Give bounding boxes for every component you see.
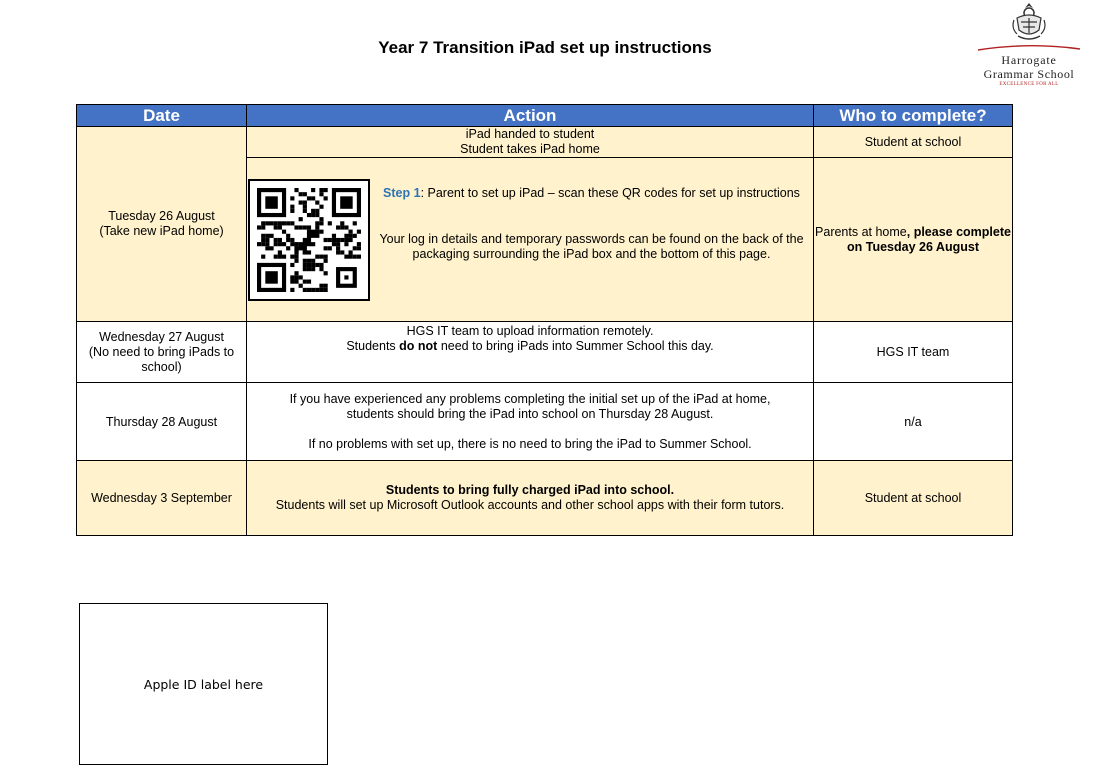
date-cell: [77, 127, 247, 322]
who-cell: [814, 158, 1013, 322]
who-plain: Parents at home: [815, 224, 907, 239]
apple-id-label-box: [79, 603, 328, 765]
instructions-table: [76, 104, 1013, 536]
school-logo: [965, 0, 1093, 92]
login-info-text: Your log in details and temporary passwords can be found on the back of the packaging surrounding the iPad box and the bottom of this page.: [379, 231, 804, 261]
who-bold: , please complete on Tuesday 26 August: [847, 224, 1011, 254]
logo-name-line1: Harrogate: [1001, 53, 1057, 67]
action-cell: [247, 127, 814, 158]
action-cell: [247, 158, 814, 322]
action-text: Students: [346, 339, 400, 353]
date-line: Tuesday 26 August: [108, 209, 215, 223]
logo-tagline: EXCELLENCE FOR ALL: [999, 82, 1059, 87]
header-who: Who to complete?: [814, 105, 1013, 127]
table-row: [77, 383, 1013, 461]
action-text: need to bring iPads into Summer School this day.: [437, 339, 714, 353]
who-cell: HGS IT team: [814, 322, 1013, 383]
who-cell: Student at school: [814, 461, 1013, 536]
logo-name-line2: Grammar School: [983, 67, 1075, 81]
step-label: Step 1: [383, 185, 421, 200]
header-action: Action: [247, 105, 814, 127]
action-cell: [247, 461, 814, 536]
action-cell: [247, 322, 814, 383]
action-bold: do not: [399, 339, 438, 353]
apple-id-label-text: Apple ID label here: [143, 676, 264, 692]
action-line: Students will set up Microsoft Outlook accounts and other school apps with their form tutors.: [275, 498, 785, 512]
action-line: [247, 339, 813, 354]
logo-swoosh-icon: [974, 44, 1084, 52]
date-cell: Wednesday 3 September: [77, 461, 247, 536]
action-line: Student takes iPad home: [460, 142, 600, 156]
table-row: [77, 322, 1013, 383]
date-cell: Thursday 28 August: [77, 383, 247, 461]
date-cell: [77, 322, 247, 383]
date-line: Wednesday 27 August: [99, 329, 224, 344]
action-line: If no problems with set up, there is no need to bring the iPad to Summer School.: [308, 436, 752, 451]
who-cell: n/a: [814, 383, 1013, 461]
step-text: : Parent to set up iPad – scan these QR codes for set up instructions: [420, 185, 800, 200]
table-row: [77, 461, 1013, 536]
page-title: Year 7 Transition iPad set up instructions: [378, 38, 712, 57]
action-cell: [247, 383, 814, 461]
action-line: If you have experienced any problems completing the initial set up of the iPad at home, students should bring the iPad into school on Thursday 28 August.: [289, 391, 771, 421]
date-note: (No need to bring iPads to school): [88, 344, 235, 374]
table-row: [77, 127, 1013, 158]
date-note: (Take new iPad home): [99, 224, 224, 238]
action-line: iPad handed to student: [465, 127, 595, 141]
action-line: HGS IT team to upload information remotely.: [406, 324, 654, 338]
table-header-row: [77, 105, 1013, 127]
who-cell: Student at school: [814, 127, 1013, 158]
action-bold: Students to bring fully charged iPad into school.: [385, 483, 675, 497]
header-date: Date: [77, 105, 247, 127]
school-crest-icon: [1009, 0, 1049, 44]
qr-code-icon: [257, 188, 361, 292]
qr-code[interactable]: [248, 179, 370, 301]
